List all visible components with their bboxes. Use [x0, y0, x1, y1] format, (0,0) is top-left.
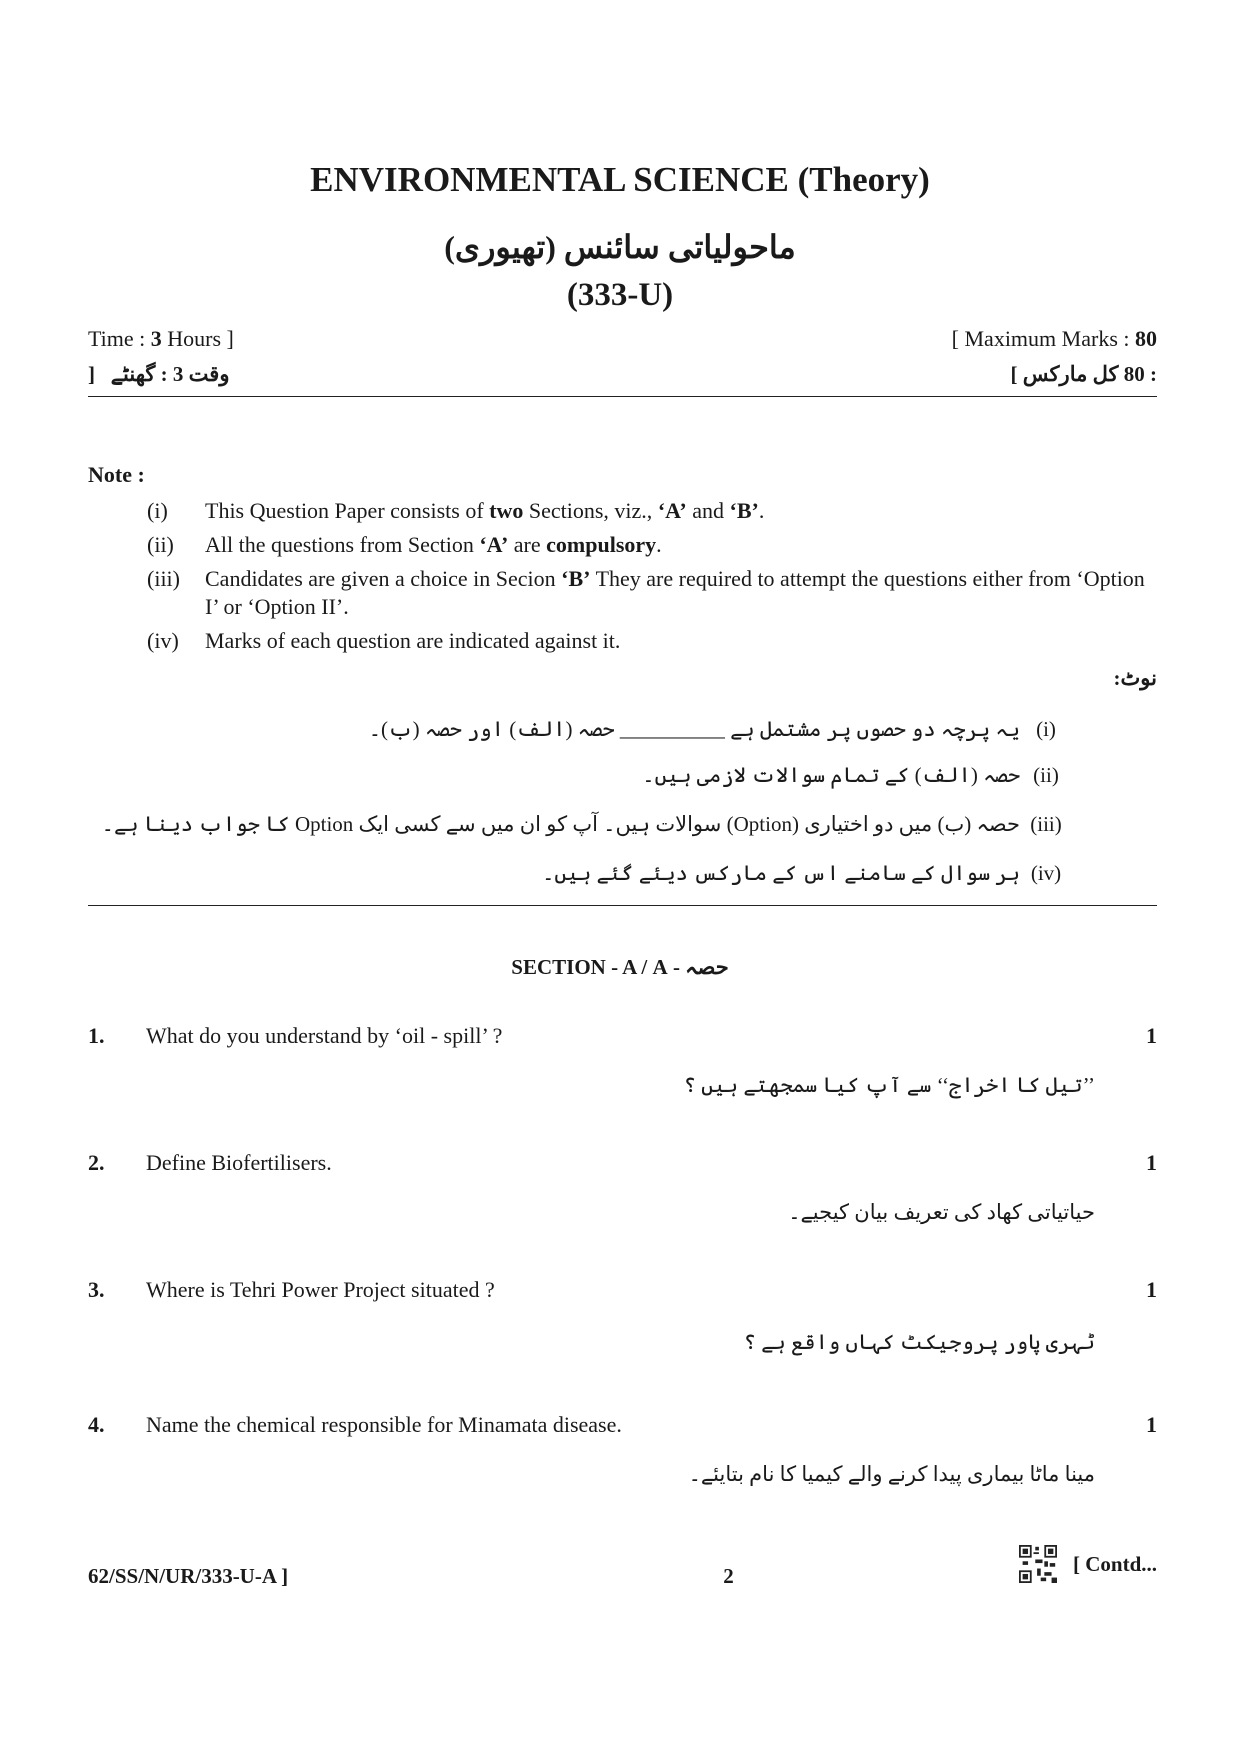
paper-title-urdu: ماحولیاتی سائنس (تھیوری) — [444, 229, 796, 265]
urdu-time-marks-row — [88, 362, 1157, 387]
note-item: (iv) Marks of each question are indicated against it. — [147, 628, 621, 653]
header-rule — [88, 396, 1157, 397]
page-number: 2 — [723, 1564, 734, 1588]
note-item: (iii) Candidates are given a choice in Secion ‘B’ They are required to attempt the questions either from ‘Option I’ or ‘Option II’. — [147, 566, 1145, 619]
urdu-note-heading: نوٹ: — [1113, 666, 1157, 690]
time-info: Time : 3 Hours ] — [88, 326, 234, 351]
page-footer — [88, 1545, 1157, 1589]
note-item: (i) This Question Paper consists of two Sections, viz., ‘A’ and ‘B’. — [147, 498, 765, 523]
paper-title: ENVIRONMENTAL SCIENCE (Theory) — [310, 160, 930, 199]
note-rule — [88, 905, 1157, 906]
question-row: 4. Name the chemical responsible for Minamata disease. 1 — [88, 1412, 1157, 1437]
time-marks-row — [88, 326, 1157, 352]
question-urdu: ٹہری پاور پروجیکٹ کہاں واقع ہے ؟ — [743, 1330, 1095, 1354]
paper-code-footer: 62/SS/N/UR/333-U-A ] — [88, 1564, 289, 1588]
paper-code: (333-U) — [566, 277, 674, 313]
urdu-note-item: (iii) حصہ (ب) میں دو اختیاری (Option) سوالات ہیں۔ آپ کو ان میں سے کسی ایک Option کا جواب دینا ہے۔ — [101, 812, 1062, 836]
note-heading: Note : — [88, 462, 145, 487]
question-urdu: ’’تیل کا اخراج‘‘ سے آپ کیا سمجھتے ہیں ؟ — [683, 1073, 1095, 1097]
urdu-note-item: (ii) حصہ (الف) کے تمام سوالات لازمی ہیں۔ — [642, 763, 1059, 787]
max-marks-info: [ Maximum Marks : 80 — [951, 326, 1157, 351]
question-row: 3. Where is Tehri Power Project situated ? 1 — [88, 1277, 1157, 1302]
footer-right — [1019, 1545, 1157, 1583]
contd-label: [ Contd... — [1072, 1551, 1157, 1576]
question-row: 2. Define Biofertilisers. 1 — [88, 1150, 1157, 1175]
question-urdu: حیاتیاتی کھاد کی تعریف بیان کیجیے۔ — [788, 1200, 1095, 1224]
question-urdu: مینا ماٹا بیماری پیدا کرنے والے کیمیا کا نام بتایئے۔ — [688, 1462, 1095, 1486]
question-row: 1. What do you understand by ‘oil - spill’ ? 1 — [88, 1023, 1157, 1048]
urdu-marks-info: [ کل مارکس 80 : — [1010, 362, 1157, 386]
note-item: (ii) All the questions from Section ‘A’ are compulsory. — [147, 532, 662, 557]
urdu-note-item: (i) یہ پرچہ دو حصوں پر مشتمل ہے __________ حصہ (الف) اور حصہ (ب)۔ — [368, 717, 1056, 741]
section-heading: SECTION - A / حصہ - A — [511, 955, 729, 979]
qr-code-icon — [1019, 1545, 1057, 1583]
urdu-time-info: ] وقت 3 : گھنٹے — [88, 362, 230, 386]
urdu-note-item: (iv) ہر سوال کے سامنے اس کے مارکس دیئے گئے ہیں۔ — [542, 861, 1062, 885]
